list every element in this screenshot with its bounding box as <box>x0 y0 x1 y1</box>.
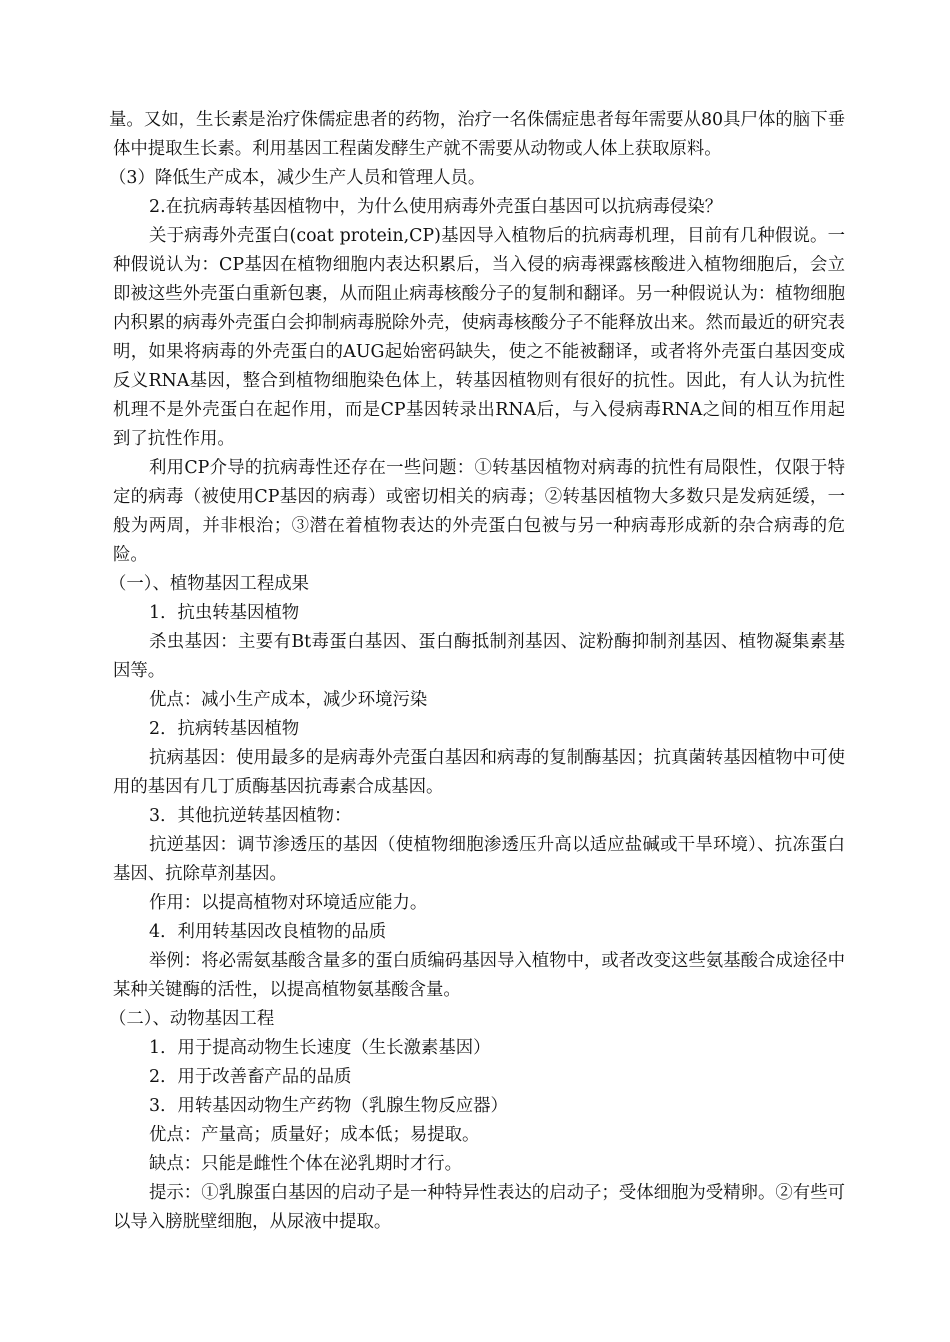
paragraph-disease-genes: 抗病基因：使用最多的是病毒外壳蛋白基因和病毒的复制酶基因；抗真菌转基因植物中可使用的基因有几丁质酶基因抗毒素合成基因。 <box>113 748 845 797</box>
paragraph-cp-problems: 利用CP介导的抗病毒性还存在一些问题：①转基因植物对病毒的抗性有局限性，仅限于特定的病毒（被使用CP基因的病毒）或密切相关的病毒；②转基因植物大多数只是发病延缓，一般为两周，并非根治；③潜在着植物表达的外壳蛋白包被与另一种病毒形成新的杂合病毒的危险。 <box>113 458 845 565</box>
section-heading-animal: （二）、动物基因工程 <box>109 1009 275 1029</box>
paragraph-function: 作用：以提高植物对环境适应能力。 <box>149 893 428 913</box>
list-item-growth-rate: 1．用于提高动物生长速度（生长激素基因） <box>149 1038 491 1058</box>
document-body <box>109 106 845 1237</box>
paragraph-cp-mechanism: 关于病毒外壳蛋白(coat protein,CP)基因导入植物后的抗病毒机理，目前有几种假说。一种假说认为：CP基因在植物细胞内表达积累后，当入侵的病毒裸露核酸进入植物细胞后，会立即被这些外壳蛋白重新包裹，从而阻止病毒核酸分子的复制和翻译。另一种假说认为：植物细胞内积累的病毒外壳蛋白会抑制病毒脱除外壳，使病毒核酸分子不能释放出来。然而最近的研究表明，如果将病毒的外壳蛋白的AUG起始密码缺失，使之不能被翻译，或者将外壳蛋白基因变成反义RNA基因，整合到植物细胞染色体上，转基因植物则有很好的抗性。因此，有人认为抗性机理不是外壳蛋白在起作用，而是CP基因转录出RNA后，与入侵病毒RNA之间的相互作用起到了抗性作用。 <box>113 226 845 449</box>
paragraph-advantages-1: 优点：减小生产成本，减少环境污染 <box>149 690 428 710</box>
subheading-insect-resistant: 1．抗虫转基因植物 <box>149 603 300 623</box>
paragraph-advantages-2: 优点：产量高；质量好；成本低；易提取。 <box>149 1125 480 1145</box>
subheading-disease-resistant: 2．抗病转基因植物 <box>149 719 300 739</box>
paragraph-hint: 提示：①乳腺蛋白基因的启动子是一种特异性表达的启动子；受体细胞为受精卵。②有些可以导入膀胱壁细胞，从尿液中提取。 <box>113 1183 845 1232</box>
list-item-drug-production: 3．用转基因动物生产药物（乳腺生物反应器） <box>149 1096 508 1116</box>
subheading-quality-improvement: 4．利用转基因改良植物的品质 <box>149 922 387 942</box>
paragraph-disadvantages: 缺点：只能是雌性个体在泌乳期时才行。 <box>149 1154 463 1174</box>
subheading-stress-resistant: 3．其他抗逆转基因植物： <box>149 806 352 826</box>
question-heading: 2.在抗病毒转基因植物中，为什么使用病毒外壳蛋白基因可以抗病毒侵染？ <box>149 197 723 217</box>
paragraph-growth-hormone-example: 量。又如，生长素是治疗侏儒症患者的药物，治疗一名侏儒症患者每年需要从80具尸体的脑下垂体中提取生长素。利用基因工程菌发酵生产就不需要从动物或人体上获取原料。 <box>109 110 845 159</box>
list-item-product-quality: 2．用于改善畜产品的品质 <box>149 1067 352 1087</box>
paragraph-insecticidal-genes: 杀虫基因：主要有Bt毒蛋白基因、蛋白酶抵制剂基因、淀粉酶抑制剂基因、植物凝集素基因等。 <box>113 632 845 681</box>
paragraph-reduce-cost: （3）降低生产成本，减少生产人员和管理人员。 <box>109 168 486 188</box>
section-heading-plant: （一）、植物基因工程成果 <box>109 574 309 594</box>
paragraph-stress-genes: 抗逆基因：调节渗透压的基因（使植物细胞渗透压升高以适应盐碱或干旱环境）、抗冻蛋白基因、抗除草剂基因。 <box>113 835 845 884</box>
paragraph-example: 举例：将必需氨基酸含量多的蛋白质编码基因导入植物中，或者改变这些氨基酸合成途径中某种关键酶的活性，以提高植物氨基酸含量。 <box>113 951 845 1000</box>
